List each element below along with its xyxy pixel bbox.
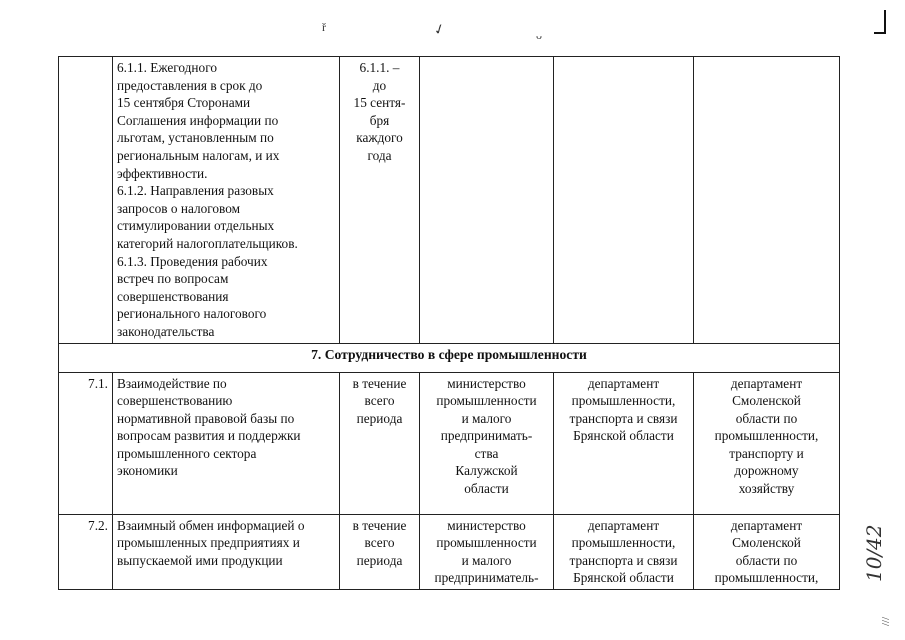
activity-line: нормативной правовой базы по <box>117 410 295 426</box>
corner-bracket-mark <box>884 10 886 34</box>
agreement-table <box>58 56 840 590</box>
activity-line: 6.1.3. Проведения рабочих <box>117 253 268 269</box>
activity-line: совершенствованию <box>117 393 233 409</box>
deadline-line: до <box>372 77 387 93</box>
responsible-line: предпринимать- <box>440 428 533 444</box>
section-header-row <box>59 343 840 372</box>
responsible-line: Калужской <box>455 463 518 479</box>
responsible-line: министерство <box>447 517 526 533</box>
responsible-line: и малого <box>461 552 512 568</box>
responsible-line: промышленности, <box>714 428 819 444</box>
responsible-line: департамент <box>730 375 803 391</box>
scan-mark: /// <box>880 616 892 626</box>
activity-line: экономики <box>117 463 178 479</box>
responsible-line: области <box>464 481 509 497</box>
deadline-line: бря <box>369 112 390 128</box>
responsible-line: Брянской области <box>573 570 674 586</box>
bryansk-responsible-cell <box>554 57 694 344</box>
bryansk-responsible-cell <box>554 514 694 589</box>
activity-line: предоставления в срок до <box>117 77 263 93</box>
responsible-line: дорожному <box>734 463 799 479</box>
table-row <box>59 514 840 589</box>
activity-line: промышленных предприятиях и <box>117 535 300 551</box>
activity-line: стимулировании отдельных <box>117 218 275 234</box>
activity-line: вопросам развития и поддержки <box>117 428 301 444</box>
deadline-line: всего <box>364 393 395 409</box>
activity-line: Взаимодействие по <box>117 375 227 391</box>
deadline-line: всего <box>364 535 395 551</box>
responsible-line: и малого <box>461 410 512 426</box>
smolensk-responsible-cell <box>694 57 840 344</box>
deadline-line: каждого <box>356 130 403 146</box>
row-number-cell: 7.2. <box>59 514 113 589</box>
activity-line: запросов о налоговом <box>117 200 241 216</box>
activity-line: совершенствования <box>117 288 229 304</box>
smolensk-responsible-cell <box>694 372 840 514</box>
deadline-line: года <box>367 147 392 163</box>
handwritten-page-number: 10/42 <box>862 524 886 582</box>
responsible-line: ства <box>474 445 499 461</box>
responsible-line: промышленности, <box>571 393 676 409</box>
bryansk-responsible-cell <box>554 372 694 514</box>
responsible-line: промышленности, <box>571 535 676 551</box>
deadline-line: 15 сентя- <box>353 95 406 111</box>
activity-line: региональным налогам, и их <box>117 147 280 163</box>
activity-line: 6.1.1. Ежегодного <box>117 60 217 75</box>
row-number-cell <box>59 57 113 344</box>
activity-cell <box>113 514 340 589</box>
activity-cell <box>113 372 340 514</box>
deadline-line: в течение <box>352 517 407 533</box>
responsible-line: предприниматель- <box>434 570 539 586</box>
deadline-line: 6.1.1. – <box>359 60 400 75</box>
activity-line: регионального налогового <box>117 306 267 322</box>
smolensk-responsible-cell <box>694 514 840 589</box>
responsible-line: Брянской области <box>573 428 674 444</box>
responsible-line: департамент <box>587 517 660 533</box>
responsible-line: департамент <box>730 517 803 533</box>
kaluga-responsible-cell <box>420 372 554 514</box>
deadline-line: периода <box>356 552 403 568</box>
table-row <box>59 372 840 514</box>
activity-line: законодательства <box>117 323 215 339</box>
activity-line: льготам, установленным по <box>117 130 274 146</box>
responsible-line: департамент <box>587 375 660 391</box>
activity-line: выпускаемой ими продукции <box>117 552 283 568</box>
kaluga-responsible-cell <box>420 514 554 589</box>
responsible-line: промышленности <box>436 393 537 409</box>
row-number-cell: 7.1. <box>59 372 113 514</box>
activity-line: промышленного сектора <box>117 445 257 461</box>
responsible-line: хозяйству <box>738 481 795 497</box>
scan-mark: ᴗ <box>536 28 542 42</box>
responsible-line: транспорта и связи <box>569 410 678 426</box>
deadline-cell <box>340 57 420 344</box>
activity-line: Взаимный обмен информацией о <box>117 517 305 533</box>
responsible-line: промышленности, <box>714 570 819 586</box>
deadline-line: в течение <box>352 375 407 391</box>
scan-mark: ✓ <box>431 21 448 40</box>
responsible-line: области по <box>735 552 798 568</box>
kaluga-responsible-cell <box>420 57 554 344</box>
activity-line: эффективности. <box>117 165 208 181</box>
table-row <box>59 57 840 344</box>
responsible-line: Смоленской <box>732 535 801 551</box>
activity-line: 6.1.2. Направления разовых <box>117 183 274 199</box>
responsible-line: транспорта и связи <box>569 552 678 568</box>
responsible-line: области по <box>735 410 798 426</box>
activity-line: Соглашения информации по <box>117 112 279 128</box>
activity-cell <box>113 57 340 344</box>
responsible-line: министерство <box>447 375 526 391</box>
deadline-cell <box>340 372 420 514</box>
scan-mark: ř <box>322 20 326 34</box>
responsible-line: транспорту и <box>729 445 804 461</box>
deadline-cell <box>340 514 420 589</box>
section-title: 7. Сотрудничество в сфере промышленности <box>59 343 840 372</box>
responsible-line: Смоленской <box>732 393 801 409</box>
responsible-line: промышленности <box>436 535 537 551</box>
activity-line: 15 сентября Сторонами <box>117 95 251 111</box>
activity-line: категорий налогоплательщиков. <box>117 235 298 251</box>
deadline-line: периода <box>356 410 403 426</box>
activity-line: встреч по вопросам <box>117 271 229 287</box>
